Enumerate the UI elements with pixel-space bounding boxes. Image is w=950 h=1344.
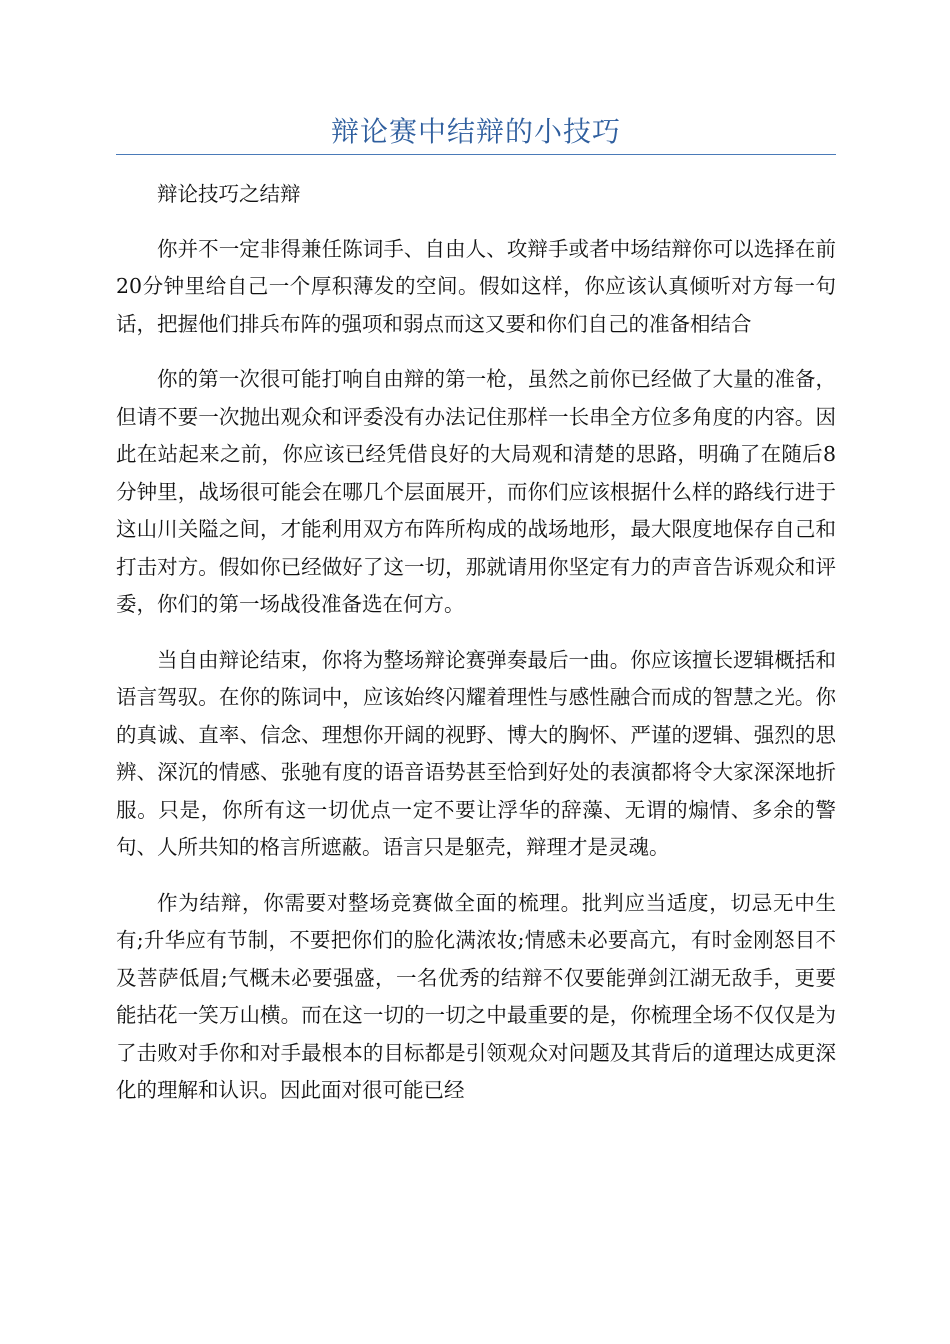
section-subheading: 辩论技巧之结辩	[157, 182, 301, 206]
document-title: 辩论赛中结辩的小技巧	[330, 115, 621, 148]
title-underline	[116, 154, 836, 155]
paragraph: 你的第一次很可能打响自由辩的第一枪，虽然之前你已经做了大量的准备，但请不要一次抛出观众和评委没有办法记住那样一长串全方位多角度的内容。因此在站起来之前，你应该已经凭借良好的大局观和清楚的思路，明确了在随后8分钟里，战场很可能会在哪几个层面展开，而你们应该根据什么样的路线行进于这山川关隘之间，才能利用双方布阵所构成的战场地形，最大限度地保存自己和打击对方。假如你已经做好了这一切，那就请用你坚定有力的声音告诉观众和评委，你们的第一场战役准备选在何方。	[116, 367, 836, 616]
document-body	[116, 176, 836, 1128]
paragraph: 作为结辩，你需要对整场竞赛做全面的梳理。批判应当适度，切忌无中生有;升华应有节制，不要把你们的脸化满浓妆;情感未必要高亢，有时金刚怒目不及菩萨低眉;气概未必要强盛，一名优秀的结辩不仅要能弹剑江湖无敌手，更要能拈花一笑万山横。而在这一切的一切之中最重要的是，你梳理全场不仅仅是为了击败对手你和对手最根本的目标都是引领观众对问题及其背后的道理达成更深化的理解和认识。因此面对很可能已经	[116, 890, 836, 1102]
paragraph: 你并不一定非得兼任陈词手、自由人、攻辩手或者中场结辩你可以选择在前20分钟里给自己一个厚积薄发的空间。假如这样，你应该认真倾听对方每一句话，把握他们排兵布阵的强项和弱点而这又要和你们自己的准备相结合	[116, 236, 836, 336]
paragraph: 当自由辩论结束，你将为整场辩论赛弹奏最后一曲。你应该擅长逻辑概括和语言驾驭。在你的陈词中，应该始终闪耀着理性与感性融合而成的智慧之光。你的真诚、直率、信念、理想你开阔的视野、博大的胸怀、严谨的逻辑、强烈的思辨、深沉的情感、张驰有度的语音语势甚至恰到好处的表演都将令大家深深地折服。只是，你所有这一切优点一定不要让浮华的辞藻、无谓的煽情、多余的警句、人所共知的格言所遮蔽。语言只是躯壳，辩理才是灵魂。	[116, 647, 836, 859]
